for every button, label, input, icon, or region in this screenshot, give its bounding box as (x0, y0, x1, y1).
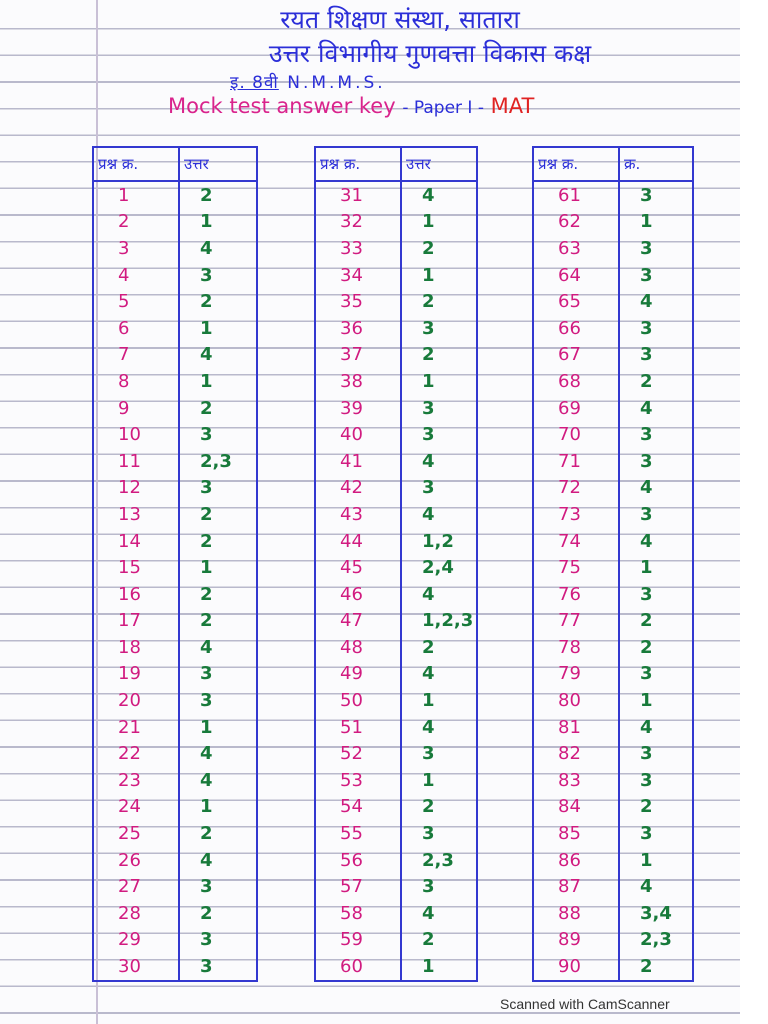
table-row (93, 342, 257, 369)
question-number: 60 (315, 953, 401, 981)
table-row (93, 554, 257, 581)
table-row (315, 501, 477, 528)
question-number: 56 (315, 847, 401, 874)
question-number: 45 (315, 554, 401, 581)
answer-value: 2 (401, 235, 477, 262)
question-number: 88 (533, 900, 619, 927)
question-number: 25 (93, 820, 179, 847)
table-row (533, 581, 693, 608)
answer-value: 3 (401, 475, 477, 502)
answer-value: 4 (401, 714, 477, 741)
question-number: 67 (533, 342, 619, 369)
answer-value: 3 (401, 315, 477, 342)
table-row (93, 608, 257, 635)
table-row (93, 315, 257, 342)
answer-value: 3 (179, 927, 257, 954)
table-row (93, 448, 257, 475)
answer-value: 2 (179, 900, 257, 927)
answer-value: 2 (401, 927, 477, 954)
question-number: 78 (533, 634, 619, 661)
answer-value: 4 (619, 714, 693, 741)
institution-name: रयत शिक्षण संस्था, सातारा (280, 5, 520, 34)
answer-value: 2 (401, 288, 477, 315)
answer-value: 2 (179, 820, 257, 847)
answer-value: 2 (619, 634, 693, 661)
question-number: 12 (93, 475, 179, 502)
table-row (315, 315, 477, 342)
table-row (93, 235, 257, 262)
question-number: 82 (533, 740, 619, 767)
question-number: 8 (93, 368, 179, 395)
question-number: 44 (315, 528, 401, 555)
answer-value: 3 (619, 448, 693, 475)
question-number: 38 (315, 368, 401, 395)
table-row (315, 448, 477, 475)
table-row (315, 475, 477, 502)
table-row (93, 661, 257, 688)
table-row (315, 262, 477, 289)
question-number: 2 (93, 209, 179, 236)
answer-value: 2 (179, 528, 257, 555)
question-number: 6 (93, 315, 179, 342)
question-number: 61 (533, 181, 619, 209)
table-row (533, 395, 693, 422)
answer-value: 4 (179, 634, 257, 661)
question-number: 89 (533, 927, 619, 954)
question-number: 80 (533, 687, 619, 714)
table-row (533, 873, 693, 900)
table-row (533, 608, 693, 635)
question-number: 68 (533, 368, 619, 395)
column-header-question: प्रश्न क्र. (93, 147, 179, 181)
answer-table-1 (92, 146, 258, 982)
question-number: 32 (315, 209, 401, 236)
exam-name: N.M.M.S. (287, 73, 386, 93)
table-row (533, 767, 693, 794)
table-row (533, 661, 693, 688)
table-row (93, 262, 257, 289)
table-row (533, 421, 693, 448)
answer-value: 3 (401, 740, 477, 767)
table-row (533, 634, 693, 661)
table-row (533, 528, 693, 555)
question-number: 86 (533, 847, 619, 874)
question-number: 58 (315, 900, 401, 927)
question-number: 11 (93, 448, 179, 475)
question-number: 62 (533, 209, 619, 236)
answer-value: 3 (619, 581, 693, 608)
answer-value: 4 (401, 501, 477, 528)
question-number: 73 (533, 501, 619, 528)
table-row (315, 714, 477, 741)
question-number: 1 (93, 181, 179, 209)
table-row (533, 235, 693, 262)
answer-value: 1 (401, 262, 477, 289)
question-number: 13 (93, 501, 179, 528)
table-row (93, 714, 257, 741)
answer-value: 3 (619, 740, 693, 767)
question-number: 30 (93, 953, 179, 981)
answer-value: 4 (619, 288, 693, 315)
answer-value: 1 (179, 554, 257, 581)
table-row (533, 847, 693, 874)
answer-table-3 (532, 146, 694, 982)
table-row (93, 873, 257, 900)
answer-value: 4 (179, 342, 257, 369)
question-number: 90 (533, 953, 619, 981)
table-row (315, 767, 477, 794)
answer-value: 3 (401, 421, 477, 448)
answer-value: 4 (619, 873, 693, 900)
question-number: 35 (315, 288, 401, 315)
table-row (93, 927, 257, 954)
answer-value: 3 (619, 661, 693, 688)
question-number: 54 (315, 794, 401, 821)
table-row (93, 687, 257, 714)
exam-line (230, 70, 386, 93)
answer-value: 3 (619, 501, 693, 528)
question-number: 84 (533, 794, 619, 821)
answer-value: 3 (619, 262, 693, 289)
answer-value: 3 (401, 820, 477, 847)
table-row (93, 421, 257, 448)
question-number: 20 (93, 687, 179, 714)
table-row (93, 953, 257, 981)
question-number: 83 (533, 767, 619, 794)
answer-value: 3 (401, 395, 477, 422)
table-row (93, 767, 257, 794)
title-subject: MAT (490, 94, 535, 118)
question-number: 81 (533, 714, 619, 741)
table-row (533, 687, 693, 714)
title-mock-test: Mock test answer key (168, 94, 396, 118)
answer-value: 1 (619, 687, 693, 714)
question-number: 19 (93, 661, 179, 688)
column-header-question: प्रश्न क्र. (315, 147, 401, 181)
question-number: 41 (315, 448, 401, 475)
question-number: 21 (93, 714, 179, 741)
answer-value: 2 (619, 368, 693, 395)
table-row (93, 740, 257, 767)
table-row (533, 927, 693, 954)
question-number: 23 (93, 767, 179, 794)
table-row (533, 288, 693, 315)
answer-value: 4 (401, 581, 477, 608)
question-number: 53 (315, 767, 401, 794)
answer-value: 3 (619, 181, 693, 209)
question-number: 17 (93, 608, 179, 635)
answer-value: 2 (179, 608, 257, 635)
answer-value: 1,2,3 (401, 608, 477, 635)
answer-value: 3 (179, 873, 257, 900)
table-row (533, 714, 693, 741)
answer-value: 3 (619, 315, 693, 342)
answer-value: 1 (179, 368, 257, 395)
question-number: 70 (533, 421, 619, 448)
answer-value: 2,3 (179, 448, 257, 475)
table-row (315, 209, 477, 236)
table-row (315, 395, 477, 422)
question-number: 79 (533, 661, 619, 688)
answer-value: 4 (619, 528, 693, 555)
table-row (315, 927, 477, 954)
answer-value: 2 (401, 342, 477, 369)
answer-value: 3 (179, 475, 257, 502)
table-row (533, 181, 693, 209)
table-row (93, 847, 257, 874)
column-header-answer: उत्तर (179, 147, 257, 181)
question-number: 52 (315, 740, 401, 767)
answer-value: 1 (401, 767, 477, 794)
table-row (315, 342, 477, 369)
table-row (533, 900, 693, 927)
table-row (315, 687, 477, 714)
answer-value: 1 (179, 315, 257, 342)
answer-value: 2 (179, 395, 257, 422)
table-row (533, 475, 693, 502)
answer-value: 1 (619, 209, 693, 236)
table-row (533, 820, 693, 847)
question-number: 3 (93, 235, 179, 262)
question-number: 29 (93, 927, 179, 954)
answer-value: 2 (401, 794, 477, 821)
question-number: 74 (533, 528, 619, 555)
question-number: 87 (533, 873, 619, 900)
question-number: 50 (315, 687, 401, 714)
answer-value: 2,4 (401, 554, 477, 581)
question-number: 24 (93, 794, 179, 821)
question-number: 46 (315, 581, 401, 608)
answer-value: 4 (179, 767, 257, 794)
table-row (93, 820, 257, 847)
table-row (93, 634, 257, 661)
answer-value: 1 (401, 687, 477, 714)
question-number: 63 (533, 235, 619, 262)
table-row (533, 740, 693, 767)
answer-table-2 (314, 146, 478, 982)
answer-value: 3,4 (619, 900, 693, 927)
answer-value: 3 (179, 421, 257, 448)
table-row (315, 528, 477, 555)
answer-value: 2 (619, 953, 693, 981)
answer-value: 4 (179, 847, 257, 874)
table-row (315, 181, 477, 209)
answer-value: 1 (179, 794, 257, 821)
answer-value: 3 (619, 342, 693, 369)
answer-value: 3 (179, 687, 257, 714)
question-number: 22 (93, 740, 179, 767)
answer-value: 4 (401, 181, 477, 209)
question-number: 85 (533, 820, 619, 847)
question-number: 40 (315, 421, 401, 448)
column-header-question: प्रश्न क्र. (533, 147, 619, 181)
answer-value: 2 (619, 608, 693, 635)
table-row (315, 900, 477, 927)
answer-value: 2,3 (401, 847, 477, 874)
table-row (315, 847, 477, 874)
table-row (93, 395, 257, 422)
table-row (315, 794, 477, 821)
question-number: 16 (93, 581, 179, 608)
answer-value: 1 (179, 714, 257, 741)
question-number: 10 (93, 421, 179, 448)
table-row (93, 581, 257, 608)
column-header-answer: क्र. (619, 147, 693, 181)
question-number: 5 (93, 288, 179, 315)
table-row (315, 554, 477, 581)
table-row (533, 342, 693, 369)
table-row (93, 794, 257, 821)
answer-value: 3 (619, 820, 693, 847)
answer-value: 4 (401, 900, 477, 927)
answer-value: 1 (619, 554, 693, 581)
question-number: 48 (315, 634, 401, 661)
table-row (533, 368, 693, 395)
question-number: 39 (315, 395, 401, 422)
question-number: 7 (93, 342, 179, 369)
answer-value: 1 (619, 847, 693, 874)
question-number: 18 (93, 634, 179, 661)
answer-value: 4 (619, 475, 693, 502)
table-row (93, 181, 257, 209)
question-number: 55 (315, 820, 401, 847)
table-row (93, 209, 257, 236)
answer-value: 4 (179, 235, 257, 262)
table-row (93, 288, 257, 315)
table-row (315, 820, 477, 847)
answer-value: 3 (401, 873, 477, 900)
question-number: 33 (315, 235, 401, 262)
question-number: 26 (93, 847, 179, 874)
answer-value: 4 (401, 448, 477, 475)
table-row (315, 608, 477, 635)
table-row (315, 953, 477, 981)
table-row (93, 368, 257, 395)
answer-value: 4 (619, 395, 693, 422)
question-number: 4 (93, 262, 179, 289)
answer-value: 2 (619, 794, 693, 821)
table-row (533, 794, 693, 821)
question-number: 71 (533, 448, 619, 475)
standard-label: इ. 8वी (230, 73, 279, 93)
table-row (93, 528, 257, 555)
question-number: 34 (315, 262, 401, 289)
table-row (533, 448, 693, 475)
answer-value: 2 (179, 288, 257, 315)
table-row (533, 554, 693, 581)
answer-value: 1 (401, 953, 477, 981)
answer-value: 3 (619, 235, 693, 262)
scanner-watermark: Scanned with CamScanner (500, 996, 670, 1012)
answer-value: 1 (401, 368, 477, 395)
answer-value: 1 (401, 209, 477, 236)
question-number: 36 (315, 315, 401, 342)
table-row (315, 368, 477, 395)
table-row (533, 315, 693, 342)
department-name: उत्तर विभागीय गुणवत्ता विकास कक्ष (268, 39, 592, 68)
title-paper: - Paper I - (402, 98, 484, 118)
answer-value: 1,2 (401, 528, 477, 555)
table-row (315, 235, 477, 262)
question-number: 28 (93, 900, 179, 927)
answer-value: 2 (179, 181, 257, 209)
question-number: 75 (533, 554, 619, 581)
question-number: 42 (315, 475, 401, 502)
table-row (93, 475, 257, 502)
answer-value: 3 (179, 262, 257, 289)
table-row (315, 661, 477, 688)
table-row (93, 501, 257, 528)
question-number: 76 (533, 581, 619, 608)
table-row (533, 501, 693, 528)
question-number: 65 (533, 288, 619, 315)
answer-value: 2 (179, 581, 257, 608)
answer-value: 3 (179, 953, 257, 981)
table-row (315, 634, 477, 661)
table-row (315, 873, 477, 900)
question-number: 27 (93, 873, 179, 900)
answer-value: 2 (401, 634, 477, 661)
answer-value: 3 (619, 767, 693, 794)
table-row (315, 421, 477, 448)
table-row (315, 740, 477, 767)
question-number: 59 (315, 927, 401, 954)
question-number: 51 (315, 714, 401, 741)
table-row (533, 953, 693, 981)
question-number: 77 (533, 608, 619, 635)
answer-value: 2,3 (619, 927, 693, 954)
page-title (168, 94, 534, 118)
table-row (315, 288, 477, 315)
question-number: 49 (315, 661, 401, 688)
question-number: 64 (533, 262, 619, 289)
question-number: 37 (315, 342, 401, 369)
table-row (315, 581, 477, 608)
question-number: 66 (533, 315, 619, 342)
question-number: 43 (315, 501, 401, 528)
table-row (533, 209, 693, 236)
question-number: 31 (315, 181, 401, 209)
answer-value: 4 (401, 661, 477, 688)
table-row (93, 900, 257, 927)
question-number: 9 (93, 395, 179, 422)
question-number: 57 (315, 873, 401, 900)
answer-value: 4 (179, 740, 257, 767)
question-number: 69 (533, 395, 619, 422)
answer-value: 1 (179, 209, 257, 236)
answer-value: 3 (619, 421, 693, 448)
answer-value: 3 (179, 661, 257, 688)
question-number: 14 (93, 528, 179, 555)
question-number: 72 (533, 475, 619, 502)
question-number: 47 (315, 608, 401, 635)
table-row (533, 262, 693, 289)
column-header-answer: उत्तर (401, 147, 477, 181)
answer-value: 2 (179, 501, 257, 528)
question-number: 15 (93, 554, 179, 581)
